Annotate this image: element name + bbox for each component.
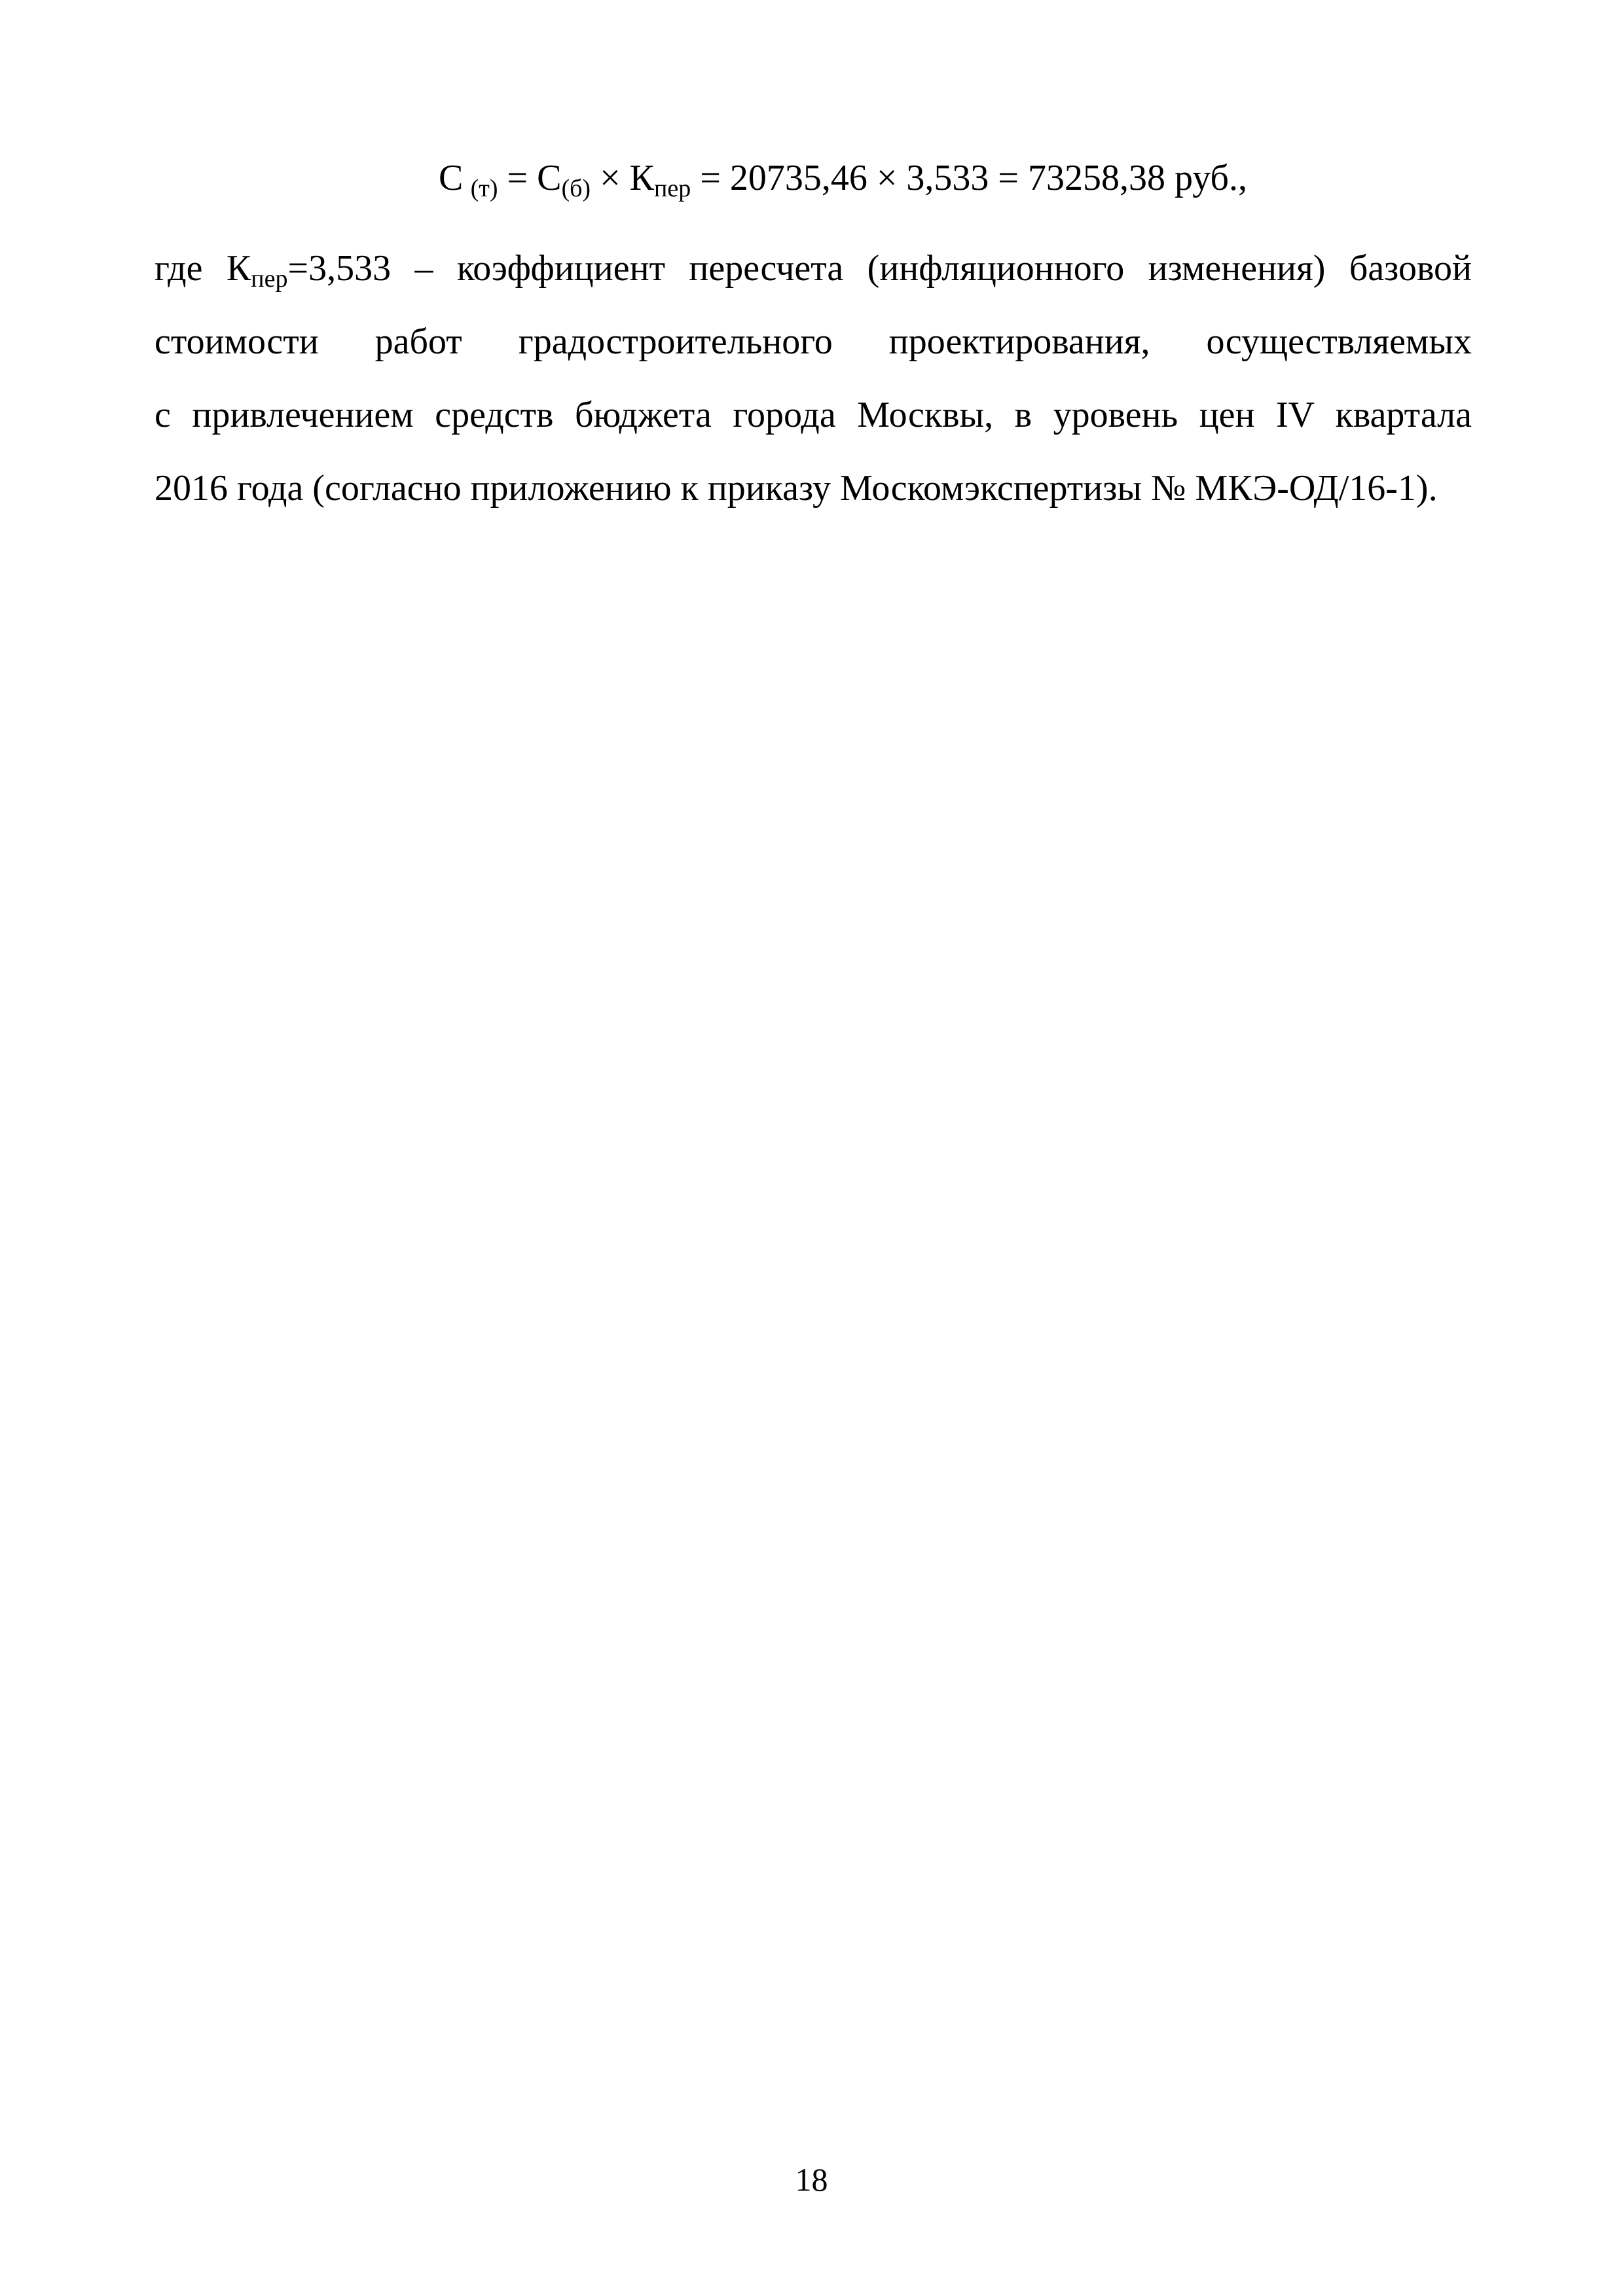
- formula-result: = 20735,46 × 3,533 = 73258,38 руб.,: [691, 158, 1247, 198]
- formula-c: С: [439, 158, 464, 198]
- line1-prefix: где К: [155, 248, 251, 289]
- formula-eq1: = С: [498, 158, 562, 198]
- paragraph-line-4: 2016 года (согласно приложению к приказу Москомэкспертизы № МКЭ-ОД/16-1).: [155, 468, 1438, 509]
- cost-formula: [439, 152, 1247, 204]
- page-number: 18: [795, 2161, 828, 2198]
- formula-sub-b: (б): [561, 175, 591, 202]
- formula-sub-t: (т): [470, 175, 498, 202]
- explanation-paragraph: [155, 232, 1472, 525]
- paragraph-line-2: стоимости работ градостроительного проектирования, осуществляемых: [155, 321, 1472, 362]
- line1-sub: пер: [251, 265, 288, 293]
- formula-times: × К: [591, 158, 655, 198]
- paragraph-line-1: [155, 232, 1472, 305]
- formula-sub-per: пер: [654, 175, 691, 202]
- line1-rest: =3,533 – коэффициент пересчета (инфляционного изменения) базовой: [287, 248, 1472, 289]
- paragraph-line-3: с привлечением средств бюджета города Москвы, в уровень цен IV квартала: [155, 395, 1472, 435]
